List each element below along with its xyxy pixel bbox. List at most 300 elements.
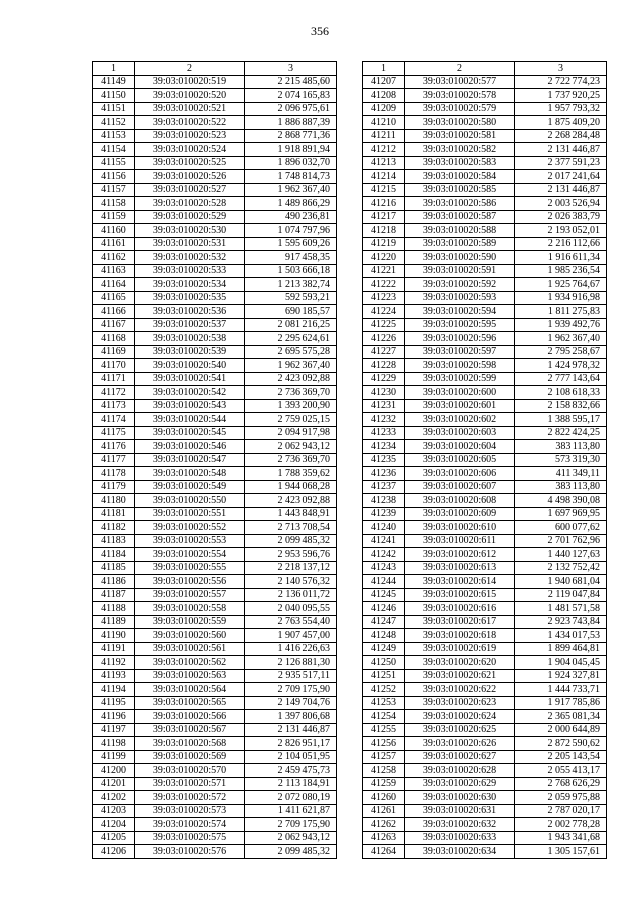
row-number-cell: 41207: [363, 75, 405, 89]
table-row: [363, 359, 607, 373]
row-number-cell: 41231: [363, 399, 405, 413]
row-number-cell: 41246: [363, 602, 405, 616]
row-number-cell: 41239: [363, 507, 405, 521]
cadastral-number-cell: 39:03:010020:613: [405, 561, 515, 575]
value-cell: 2 099 485,32: [245, 534, 337, 548]
row-number-cell: 41197: [93, 723, 135, 737]
row-number-cell: 41209: [363, 102, 405, 116]
cadastral-number-cell: 39:03:010020:542: [135, 386, 245, 400]
value-cell: 1 985 236,54: [515, 264, 607, 278]
row-number-cell: 41218: [363, 224, 405, 238]
table-row: [93, 737, 337, 751]
table-row: [363, 386, 607, 400]
table-row: [93, 656, 337, 670]
row-number-cell: 41235: [363, 453, 405, 467]
row-number-cell: 41262: [363, 818, 405, 832]
row-number-cell: 41222: [363, 278, 405, 292]
row-number-cell: 41259: [363, 777, 405, 791]
row-number-cell: 41203: [93, 804, 135, 818]
value-cell: 2 459 475,73: [245, 764, 337, 778]
row-number-cell: 41161: [93, 237, 135, 251]
value-cell: 2 872 590,62: [515, 737, 607, 751]
row-number-cell: 41216: [363, 197, 405, 211]
row-number-cell: 41263: [363, 831, 405, 845]
row-number-cell: 41248: [363, 629, 405, 643]
value-cell: 1 916 611,34: [515, 251, 607, 265]
value-cell: 1 962 367,40: [515, 332, 607, 346]
cadastral-number-cell: 39:03:010020:614: [405, 575, 515, 589]
cadastral-number-cell: 39:03:010020:628: [405, 764, 515, 778]
table-row: [93, 386, 337, 400]
cadastral-number-cell: 39:03:010020:598: [405, 359, 515, 373]
cadastral-number-cell: 39:03:010020:533: [135, 264, 245, 278]
table-row: [93, 575, 337, 589]
row-number-cell: 41149: [93, 75, 135, 89]
value-cell: 2 055 413,17: [515, 764, 607, 778]
table-row: [93, 723, 337, 737]
cadastral-number-cell: 39:03:010020:606: [405, 467, 515, 481]
cadastral-number-cell: 39:03:010020:580: [405, 116, 515, 130]
value-cell: 1 424 978,32: [515, 359, 607, 373]
value-cell: 1 957 793,32: [515, 102, 607, 116]
value-cell: 2 205 143,54: [515, 750, 607, 764]
cadastral-number-cell: 39:03:010020:594: [405, 305, 515, 319]
row-number-cell: 41264: [363, 845, 405, 859]
value-cell: 490 236,81: [245, 210, 337, 224]
value-cell: 2 017 241,64: [515, 170, 607, 184]
row-number-cell: 41159: [93, 210, 135, 224]
row-number-cell: 41256: [363, 737, 405, 751]
table-row: [363, 723, 607, 737]
table-row: [93, 791, 337, 805]
cadastral-number-cell: 39:03:010020:564: [135, 683, 245, 697]
header-row: [363, 62, 607, 76]
value-cell: 2 119 047,84: [515, 588, 607, 602]
cadastral-number-cell: 39:03:010020:541: [135, 372, 245, 386]
cadastral-number-cell: 39:03:010020:563: [135, 669, 245, 683]
value-cell: 1 811 275,83: [515, 305, 607, 319]
value-cell: 2 026 383,79: [515, 210, 607, 224]
table-row: [363, 224, 607, 238]
row-number-cell: 41157: [93, 183, 135, 197]
row-number-cell: 41186: [93, 575, 135, 589]
table-row: [363, 278, 607, 292]
value-cell: 1 944 068,28: [245, 480, 337, 494]
table-row: [93, 264, 337, 278]
value-cell: 2 113 184,91: [245, 777, 337, 791]
left-table-body: [93, 62, 337, 859]
cadastral-number-cell: 39:03:010020:627: [405, 750, 515, 764]
cadastral-number-cell: 39:03:010020:632: [405, 818, 515, 832]
cadastral-number-cell: 39:03:010020:604: [405, 440, 515, 454]
value-cell: 2 218 137,12: [245, 561, 337, 575]
value-cell: 2 000 644,89: [515, 723, 607, 737]
table-row: [363, 818, 607, 832]
table-row: [93, 399, 337, 413]
table-row: [363, 534, 607, 548]
table-row: [93, 642, 337, 656]
cadastral-number-cell: 39:03:010020:576: [135, 845, 245, 859]
row-number-cell: 41206: [93, 845, 135, 859]
row-number-cell: 41253: [363, 696, 405, 710]
table-row: [93, 710, 337, 724]
table-row: [363, 777, 607, 791]
value-cell: 2 062 943,12: [245, 440, 337, 454]
row-number-cell: 41185: [93, 561, 135, 575]
table-row: [93, 521, 337, 535]
row-number-cell: 41258: [363, 764, 405, 778]
value-cell: 383 113,80: [515, 440, 607, 454]
value-cell: 2 953 596,76: [245, 548, 337, 562]
table-row: [93, 143, 337, 157]
row-number-cell: 41229: [363, 372, 405, 386]
row-number-cell: 41153: [93, 129, 135, 143]
table-row: [363, 305, 607, 319]
value-cell: 2 377 591,23: [515, 156, 607, 170]
row-number-cell: 41155: [93, 156, 135, 170]
value-cell: 2 709 175,90: [245, 818, 337, 832]
row-number-cell: 41152: [93, 116, 135, 130]
row-number-cell: 41261: [363, 804, 405, 818]
table-row: [93, 305, 337, 319]
row-number-cell: 41247: [363, 615, 405, 629]
row-number-cell: 41208: [363, 89, 405, 103]
table-row: [93, 818, 337, 832]
table-row: [363, 615, 607, 629]
value-cell: 2 768 626,29: [515, 777, 607, 791]
value-cell: 2 074 165,83: [245, 89, 337, 103]
cadastral-number-cell: 39:03:010020:535: [135, 291, 245, 305]
value-cell: 1 940 681,04: [515, 575, 607, 589]
table-row: [363, 156, 607, 170]
cadastral-number-cell: 39:03:010020:561: [135, 642, 245, 656]
row-number-cell: 41215: [363, 183, 405, 197]
table-row: [363, 791, 607, 805]
cadastral-number-cell: 39:03:010020:539: [135, 345, 245, 359]
row-number-cell: 41230: [363, 386, 405, 400]
value-cell: 2 763 554,40: [245, 615, 337, 629]
value-cell: 1 934 916,98: [515, 291, 607, 305]
cadastral-number-cell: 39:03:010020:619: [405, 642, 515, 656]
cadastral-number-cell: 39:03:010020:615: [405, 588, 515, 602]
table-row: [363, 426, 607, 440]
value-cell: 2 826 951,17: [245, 737, 337, 751]
row-number-cell: 41257: [363, 750, 405, 764]
row-number-cell: 41252: [363, 683, 405, 697]
table-row: [93, 669, 337, 683]
table-row: [363, 561, 607, 575]
cadastral-number-cell: 39:03:010020:593: [405, 291, 515, 305]
value-cell: 1 388 595,17: [515, 413, 607, 427]
cadastral-number-cell: 39:03:010020:552: [135, 521, 245, 535]
cadastral-number-cell: 39:03:010020:571: [135, 777, 245, 791]
cadastral-number-cell: 39:03:010020:583: [405, 156, 515, 170]
cadastral-number-cell: 39:03:010020:569: [135, 750, 245, 764]
value-cell: 2 216 112,66: [515, 237, 607, 251]
cadastral-number-cell: 39:03:010020:624: [405, 710, 515, 724]
page-number: 356: [311, 24, 329, 38]
table-row: [363, 750, 607, 764]
row-number-cell: 41171: [93, 372, 135, 386]
cadastral-number-cell: 39:03:010020:588: [405, 224, 515, 238]
row-number-cell: 41172: [93, 386, 135, 400]
row-number-cell: 41238: [363, 494, 405, 508]
table-row: [363, 453, 607, 467]
cadastral-number-cell: 39:03:010020:599: [405, 372, 515, 386]
table-row: [363, 575, 607, 589]
cadastral-number-cell: 39:03:010020:547: [135, 453, 245, 467]
cadastral-number-cell: 39:03:010020:562: [135, 656, 245, 670]
table-row: [93, 683, 337, 697]
table-row: [363, 629, 607, 643]
header-col-1: 1: [93, 62, 135, 76]
value-cell: 2 365 081,34: [515, 710, 607, 724]
cadastral-number-cell: 39:03:010020:603: [405, 426, 515, 440]
cadastral-number-cell: 39:03:010020:530: [135, 224, 245, 238]
value-cell: 2 132 752,42: [515, 561, 607, 575]
table-row: [363, 480, 607, 494]
cadastral-number-cell: 39:03:010020:554: [135, 548, 245, 562]
row-number-cell: 41243: [363, 561, 405, 575]
value-cell: 2 108 618,33: [515, 386, 607, 400]
table-row: [93, 291, 337, 305]
table-row: [93, 602, 337, 616]
value-cell: 1 925 764,67: [515, 278, 607, 292]
cadastral-number-cell: 39:03:010020:527: [135, 183, 245, 197]
cadastral-number-cell: 39:03:010020:591: [405, 264, 515, 278]
cadastral-number-cell: 39:03:010020:519: [135, 75, 245, 89]
row-number-cell: 41251: [363, 669, 405, 683]
table-row: [93, 170, 337, 184]
value-cell: 2 131 446,87: [245, 723, 337, 737]
cadastral-number-cell: 39:03:010020:579: [405, 102, 515, 116]
cadastral-number-cell: 39:03:010020:586: [405, 197, 515, 211]
value-cell: 383 113,80: [515, 480, 607, 494]
cadastral-number-cell: 39:03:010020:537: [135, 318, 245, 332]
value-cell: 2 193 052,01: [515, 224, 607, 238]
cadastral-number-cell: 39:03:010020:558: [135, 602, 245, 616]
value-cell: 2 062 943,12: [245, 831, 337, 845]
value-cell: 2 104 051,95: [245, 750, 337, 764]
cadastral-number-cell: 39:03:010020:582: [405, 143, 515, 157]
cadastral-number-cell: 39:03:010020:573: [135, 804, 245, 818]
table-row: [363, 89, 607, 103]
value-cell: 2 701 762,96: [515, 534, 607, 548]
row-number-cell: 41240: [363, 521, 405, 535]
table-row: [93, 197, 337, 211]
value-cell: 1 788 359,62: [245, 467, 337, 481]
table-row: [93, 831, 337, 845]
table-row: [363, 737, 607, 751]
cadastral-number-cell: 39:03:010020:567: [135, 723, 245, 737]
cadastral-number-cell: 39:03:010020:555: [135, 561, 245, 575]
value-cell: 1 397 806,68: [245, 710, 337, 724]
cadastral-number-cell: 39:03:010020:575: [135, 831, 245, 845]
row-number-cell: 41199: [93, 750, 135, 764]
value-cell: 2 081 216,25: [245, 318, 337, 332]
table-row: [363, 102, 607, 116]
cadastral-number-cell: 39:03:010020:601: [405, 399, 515, 413]
cadastral-number-cell: 39:03:010020:605: [405, 453, 515, 467]
table-row: [363, 656, 607, 670]
table-row: [363, 804, 607, 818]
cadastral-number-cell: 39:03:010020:590: [405, 251, 515, 265]
row-number-cell: 41226: [363, 332, 405, 346]
cadastral-number-cell: 39:03:010020:556: [135, 575, 245, 589]
value-cell: 1 213 382,74: [245, 278, 337, 292]
row-number-cell: 41198: [93, 737, 135, 751]
cadastral-number-cell: 39:03:010020:631: [405, 804, 515, 818]
row-number-cell: 41217: [363, 210, 405, 224]
value-cell: 2 423 092,88: [245, 372, 337, 386]
row-number-cell: 41205: [93, 831, 135, 845]
table-row: [363, 332, 607, 346]
row-number-cell: 41212: [363, 143, 405, 157]
value-cell: 1 443 848,91: [245, 507, 337, 521]
table-row: [93, 494, 337, 508]
value-cell: 2 722 774,23: [515, 75, 607, 89]
value-cell: 2 868 771,36: [245, 129, 337, 143]
row-number-cell: 41228: [363, 359, 405, 373]
row-number-cell: 41201: [93, 777, 135, 791]
value-cell: 2 072 080,19: [245, 791, 337, 805]
row-number-cell: 41179: [93, 480, 135, 494]
cadastral-number-cell: 39:03:010020:531: [135, 237, 245, 251]
cadastral-number-cell: 39:03:010020:536: [135, 305, 245, 319]
value-cell: 2 295 624,61: [245, 332, 337, 346]
table-row: [93, 764, 337, 778]
value-cell: 1 904 045,45: [515, 656, 607, 670]
cadastral-number-cell: 39:03:010020:623: [405, 696, 515, 710]
row-number-cell: 41200: [93, 764, 135, 778]
value-cell: 690 185,57: [245, 305, 337, 319]
table-row: [93, 845, 337, 859]
value-cell: 2 136 011,72: [245, 588, 337, 602]
value-cell: 2 158 832,66: [515, 399, 607, 413]
cadastral-number-cell: 39:03:010020:618: [405, 629, 515, 643]
table-row: [93, 75, 337, 89]
row-number-cell: 41213: [363, 156, 405, 170]
header-row: [93, 62, 337, 76]
table-row: [93, 251, 337, 265]
table-row: [363, 413, 607, 427]
cadastral-number-cell: 39:03:010020:587: [405, 210, 515, 224]
cadastral-number-cell: 39:03:010020:544: [135, 413, 245, 427]
table-row: [363, 683, 607, 697]
value-cell: 2 736 369,70: [245, 453, 337, 467]
table-row: [93, 804, 337, 818]
value-cell: 2 268 284,48: [515, 129, 607, 143]
row-number-cell: 41210: [363, 116, 405, 130]
table-row: [93, 372, 337, 386]
value-cell: 1 444 733,71: [515, 683, 607, 697]
value-cell: 2 695 575,28: [245, 345, 337, 359]
row-number-cell: 41237: [363, 480, 405, 494]
value-cell: 1 503 666,18: [245, 264, 337, 278]
value-cell: 1 875 409,20: [515, 116, 607, 130]
value-cell: 1 489 866,29: [245, 197, 337, 211]
cadastral-number-cell: 39:03:010020:550: [135, 494, 245, 508]
value-cell: 1 886 887,39: [245, 116, 337, 130]
value-cell: 1 434 017,53: [515, 629, 607, 643]
value-cell: 1 962 367,40: [245, 183, 337, 197]
table-row: [93, 696, 337, 710]
cadastral-number-cell: 39:03:010020:534: [135, 278, 245, 292]
value-cell: 2 131 446,87: [515, 183, 607, 197]
value-cell: 2 423 092,88: [245, 494, 337, 508]
row-number-cell: 41190: [93, 629, 135, 643]
row-number-cell: 41169: [93, 345, 135, 359]
row-number-cell: 41224: [363, 305, 405, 319]
cadastral-number-cell: 39:03:010020:574: [135, 818, 245, 832]
cadastral-number-cell: 39:03:010020:553: [135, 534, 245, 548]
value-cell: 2 215 485,60: [245, 75, 337, 89]
cadastral-number-cell: 39:03:010020:602: [405, 413, 515, 427]
value-cell: 2 126 881,30: [245, 656, 337, 670]
header-col-3: 3: [245, 62, 337, 76]
value-cell: 1 074 797,96: [245, 224, 337, 238]
cadastral-number-cell: 39:03:010020:629: [405, 777, 515, 791]
row-number-cell: 41182: [93, 521, 135, 535]
table-row: [363, 467, 607, 481]
row-number-cell: 41177: [93, 453, 135, 467]
cadastral-number-cell: 39:03:010020:634: [405, 845, 515, 859]
cadastral-number-cell: 39:03:010020:620: [405, 656, 515, 670]
cadastral-number-cell: 39:03:010020:538: [135, 332, 245, 346]
row-number-cell: 41244: [363, 575, 405, 589]
value-cell: 1 595 609,26: [245, 237, 337, 251]
row-number-cell: 41196: [93, 710, 135, 724]
row-number-cell: 41233: [363, 426, 405, 440]
table-row: [363, 291, 607, 305]
row-number-cell: 41250: [363, 656, 405, 670]
cadastral-number-cell: 39:03:010020:612: [405, 548, 515, 562]
row-number-cell: 41165: [93, 291, 135, 305]
row-number-cell: 41150: [93, 89, 135, 103]
table-row: [93, 413, 337, 427]
value-cell: 2 131 446,87: [515, 143, 607, 157]
row-number-cell: 41176: [93, 440, 135, 454]
cadastral-number-cell: 39:03:010020:560: [135, 629, 245, 643]
cadastral-number-cell: 39:03:010020:528: [135, 197, 245, 211]
table-row: [93, 116, 337, 130]
row-number-cell: 41245: [363, 588, 405, 602]
value-cell: 2 040 095,55: [245, 602, 337, 616]
cadastral-number-cell: 39:03:010020:565: [135, 696, 245, 710]
row-number-cell: 41204: [93, 818, 135, 832]
right-table-body: [363, 62, 607, 859]
value-cell: 2 709 175,90: [245, 683, 337, 697]
value-cell: 1 907 457,00: [245, 629, 337, 643]
row-number-cell: 41220: [363, 251, 405, 265]
row-number-cell: 41255: [363, 723, 405, 737]
row-number-cell: 41189: [93, 615, 135, 629]
row-number-cell: 41154: [93, 143, 135, 157]
table-row: [363, 602, 607, 616]
table-row: [93, 210, 337, 224]
table-row: [363, 642, 607, 656]
row-number-cell: 41194: [93, 683, 135, 697]
cadastral-number-cell: 39:03:010020:616: [405, 602, 515, 616]
value-cell: 1 440 127,63: [515, 548, 607, 562]
table-row: [93, 615, 337, 629]
cadastral-number-cell: 39:03:010020:543: [135, 399, 245, 413]
row-number-cell: 41191: [93, 642, 135, 656]
cadastral-number-cell: 39:03:010020:611: [405, 534, 515, 548]
row-number-cell: 41219: [363, 237, 405, 251]
table-row: [93, 534, 337, 548]
cadastral-number-cell: 39:03:010020:572: [135, 791, 245, 805]
